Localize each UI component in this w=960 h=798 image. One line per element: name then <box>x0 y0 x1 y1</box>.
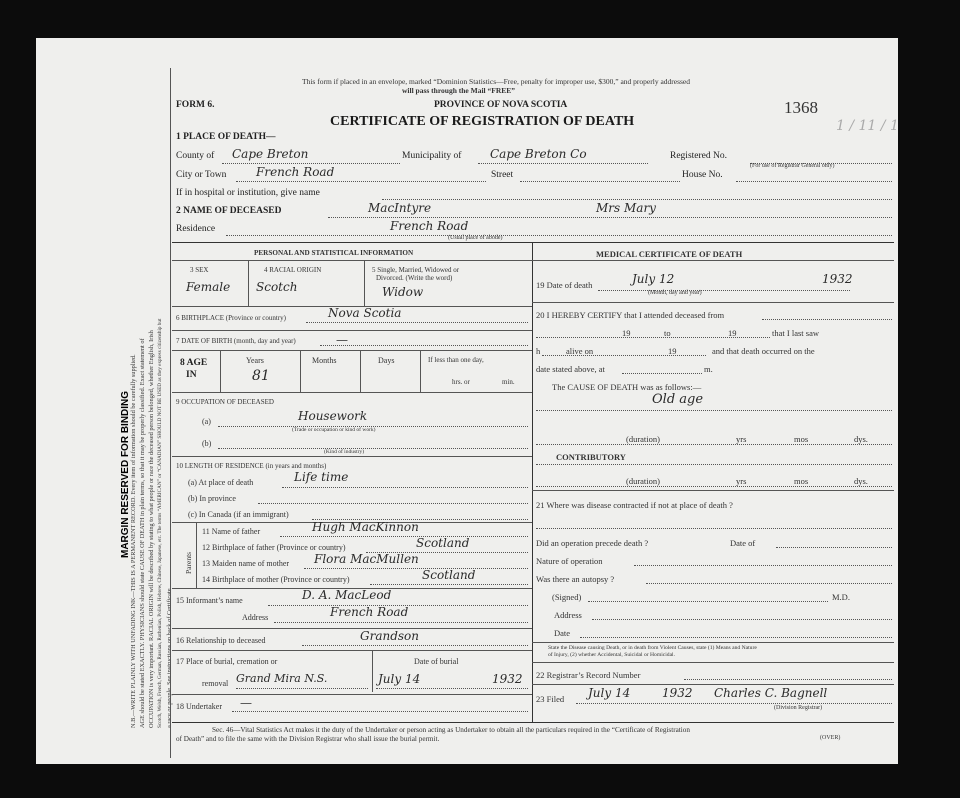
at-place-value: Life time <box>294 470 349 484</box>
dob-value: — <box>336 333 348 347</box>
autopsy-label: Was there an autopsy ? <box>536 574 615 584</box>
dob-label: 7 DATE OF BIRTH (month, day and year) <box>176 337 296 345</box>
md-label: M.D. <box>832 592 850 602</box>
cause-value: Old age <box>652 392 704 407</box>
mother-birthplace-label: 14 Birthplace of mother (Province or country) <box>202 575 350 584</box>
days-label: Days <box>378 356 395 365</box>
certify-date-stated: date stated above, at <box>536 364 605 374</box>
undertaker-value: — <box>240 696 252 710</box>
in-province-label: (b) In province <box>188 494 236 503</box>
mother-value: Flora MacMullen <box>314 552 419 566</box>
date-of-death-note: (Month, day and year) <box>648 290 702 296</box>
residence-value: French Road <box>390 219 469 233</box>
deceased-given-name: Mrs Mary <box>596 201 656 215</box>
certify-death-occurred: and that death occurred on the <box>712 346 815 356</box>
medical-date-label: Date <box>554 628 571 638</box>
cause-label: The CAUSE OF DEATH was as follows:— <box>552 382 702 392</box>
racial-label: 4 RACIAL ORIGIN <box>264 266 322 274</box>
sex-label: 3 SEX <box>190 266 209 274</box>
informant-value: D. A. MacLeod <box>302 588 392 602</box>
province-heading: PROVINCE OF NOVA SCOTIA <box>434 100 568 110</box>
birthplace-value: Nova Scotia <box>328 306 402 320</box>
filed-label: 23 Filed <box>536 694 565 704</box>
contributory-duration-label: (duration) <box>626 476 660 486</box>
margin-instruction-4: Scotch, Welsh, French, German, Russian, Ruthenian, Polish, Hebrew, Chinese, Japanese, etc. The terms “AMERICAN” or “CANADIAN” SHOULD NOT BE USED as they express citizenship but <box>157 318 163 728</box>
occupation-b: (b) <box>202 439 212 448</box>
less-label: If less than one day, <box>428 356 484 364</box>
certify-m: m. <box>704 364 713 374</box>
county-label: County of <box>176 151 215 161</box>
margin-instruction-1: N.B.—WRITE PLAINLY WITH UNFADING INK—THIS IS A PERMANENT RECORD. Every item of information should be carefully supplied. <box>130 354 137 728</box>
informant-label: 15 Informant’s name <box>176 596 243 605</box>
nature-label: Nature of operation <box>536 556 603 566</box>
place-of-death-heading: 1 PLACE OF DEATH— <box>176 132 276 142</box>
informant-address-value: French Road <box>330 605 409 619</box>
registered-note: (For use of Registrar General only) <box>750 163 835 169</box>
filed-year-value: 1932 <box>662 686 693 700</box>
margin-rule <box>170 68 171 758</box>
violent-note-1: State the Disease causing Death, or in death from Violent Causes, state (1) Means and Nature <box>548 645 757 651</box>
street-label: Street <box>491 170 514 180</box>
min-label: min. <box>502 378 515 386</box>
marital-value: Widow <box>382 285 424 299</box>
father-label: 11 Name of father <box>202 527 261 536</box>
date-of-death-label: 19 Date of death <box>536 280 593 290</box>
q21-label: 21 Where was disease contracted if not at place of death ? <box>536 500 733 510</box>
months-label: Months <box>312 356 337 365</box>
contributory-yrs: yrs <box>736 476 747 486</box>
certify-alive-on: alive on <box>566 346 594 356</box>
filed-date-value: July 14 <box>588 686 631 700</box>
registrar-note: (Division Registrar) <box>774 705 823 711</box>
length-label: 10 LENGTH OF RESIDENCE (in years and months) <box>176 462 327 470</box>
birthplace-label: 6 BIRTHPLACE (Province or country) <box>176 314 287 322</box>
municipality-value: Cape Breton Co <box>490 147 587 161</box>
certify-19-a: 19 <box>622 328 631 338</box>
operation-date-label: Date of <box>730 538 756 548</box>
years-label: Years <box>246 356 264 365</box>
certify-h: h <box>536 346 541 356</box>
age-years-value: 81 <box>252 368 270 384</box>
trade-note: (Trade or occupation or kind of work) <box>292 427 376 433</box>
margin-instruction-5: a race or people. See instructions on back of Certificate. <box>166 586 173 728</box>
medical-heading: MEDICAL CERTIFICATE OF DEATH <box>596 249 743 259</box>
racial-value: Scotch <box>256 280 298 294</box>
margin-instruction-2: AGE should be stated EXACTLY. PHYSICIANS should state CAUSE OF DEATH in plain terms, so that it may be properly classified. Exact statement of <box>139 338 146 728</box>
registration-number: 1368 <box>784 98 818 117</box>
contributory-mos: mos <box>794 476 809 486</box>
marital-label-1: 5 Single, Married, Widowed or <box>372 266 460 274</box>
father-value: Hugh MacKinnon <box>312 520 419 534</box>
year-of-death-value: 1932 <box>822 272 853 286</box>
registrar-record-label: 22 Registrar’s Record Number <box>536 670 641 680</box>
name-label: 2 NAME OF DECEASED <box>176 206 282 216</box>
form-number: FORM 6. <box>176 100 215 110</box>
certify-text: 20 I HEREBY CERTIFY that I attended deceased from <box>536 310 725 320</box>
occupation-value: Housework <box>298 409 368 423</box>
margin-instruction-3: OCCUPATION is very important. RACIAL ORIGIN will be described by stating to what people or race the deceased person belonged, whether English, Irish <box>148 330 155 728</box>
certify-to: to <box>664 328 671 338</box>
hrs-label: hrs. or <box>452 378 470 386</box>
municipality-label: Municipality of <box>402 151 462 161</box>
mother-birthplace-value: Scotland <box>422 568 476 582</box>
contributory-label: CONTRIBUTORY <box>556 452 626 462</box>
age-label-1: 8 AGE <box>180 358 208 368</box>
burial-label-1: 17 Place of burial, cremation or <box>176 657 278 666</box>
burial-place-value: Grand Mira N.S. <box>236 672 328 685</box>
father-birthplace-label: 12 Birthplace of father (Province or country) <box>202 543 346 552</box>
burial-date-value: July 14 <box>378 672 421 686</box>
margin-reserved-label: MARGIN RESERVED FOR BINDING <box>120 390 131 558</box>
burial-label-2: removal <box>202 679 229 688</box>
sex-value: Female <box>186 280 231 294</box>
marital-label-2: Divorced. (Write the word) <box>376 274 453 282</box>
certify-19-c: 19 <box>668 346 677 356</box>
date-of-death-value: July 12 <box>632 272 675 286</box>
occupation-a: (a) <box>202 417 211 426</box>
death-certificate <box>36 38 898 764</box>
medical-address-label: Address <box>554 610 582 620</box>
footer-over: (OVER) <box>820 735 841 741</box>
certify-19-b: 19 <box>728 328 737 338</box>
residence-label: Residence <box>176 224 216 234</box>
registered-label: Registered No. <box>670 151 727 161</box>
cause-dys: dys. <box>854 434 868 444</box>
cause-mos: mos <box>794 434 809 444</box>
burial-date-label: Date of burial <box>414 657 459 666</box>
certify-last-saw: that I last saw <box>772 328 819 338</box>
age-label-2: IN <box>186 370 197 380</box>
informant-address-label: Address <box>242 613 269 622</box>
footer-line-2: of Death” and to file the same with the Division Registrar who shall issue the burial permit. <box>176 735 440 743</box>
mother-label: 13 Maiden name of mother <box>202 559 290 568</box>
undertaker-label: 18 Undertaker <box>176 702 222 711</box>
envelope-note-1: This form if placed in an envelope, marked “Dominion Statistics—Free, penalty for improper use, $300,” and properly addressed <box>302 77 691 86</box>
violent-note-2: of Injury, (2) whether Accidental, Suicidal or Homicidal. <box>548 652 676 658</box>
personal-heading: PERSONAL AND STATISTICAL INFORMATION <box>254 249 414 257</box>
certificate-title: CERTIFICATE OF REGISTRATION OF DEATH <box>330 114 635 129</box>
parents-label: Parents <box>184 551 193 574</box>
corner-mark: 1 / 11 / 1 <box>836 118 899 134</box>
city-value: French Road <box>256 165 335 179</box>
at-place-label: (a) At place of death <box>188 478 254 487</box>
footer-line-1: Sec. 46—Vital Statistics Act makes it the duty of the Undertaker or person acting as Undertaker to obtain all the particulars required in the “Certificate of Registration <box>212 726 690 734</box>
relationship-label: 16 Relationship to deceased <box>176 636 266 645</box>
registrar-signature: Charles C. Bagnell <box>714 686 828 700</box>
house-label: House No. <box>682 170 723 180</box>
father-birthplace-value: Scotland <box>416 536 470 550</box>
operation-label: Did an operation precede death ? <box>536 538 649 548</box>
industry-note: (Kind of industry) <box>324 449 365 455</box>
cause-yrs: yrs <box>736 434 747 444</box>
in-canada-label: (c) In Canada (if an immigrant) <box>188 510 289 519</box>
deceased-surname: MacIntyre <box>368 201 432 215</box>
burial-year-value: 1932 <box>492 672 523 686</box>
hospital-label: If in hospital or institution, give name <box>176 188 320 198</box>
county-value: Cape Breton <box>232 147 309 161</box>
signed-label: (Signed) <box>552 592 582 602</box>
envelope-note-2: will pass through the Mail “FREE” <box>402 86 516 95</box>
residence-note: (Usual place of abode) <box>448 235 503 241</box>
cause-duration-label: (duration) <box>626 434 660 444</box>
occupation-label: 9 OCCUPATION OF DECEASED <box>176 398 274 406</box>
city-label: City or Town <box>176 170 227 180</box>
relationship-value: Grandson <box>360 629 419 643</box>
contributory-dys: dys. <box>854 476 868 486</box>
